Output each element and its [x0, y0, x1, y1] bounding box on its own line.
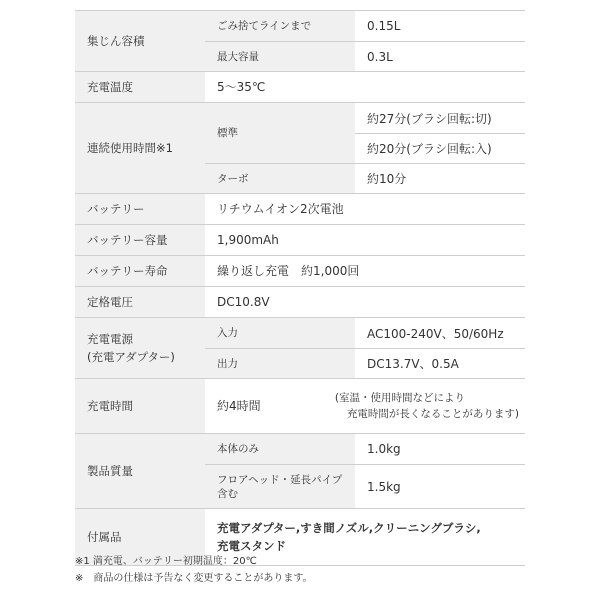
value-charging-time: 約4時間: [217, 399, 261, 413]
subrow-turbo: [205, 164, 525, 193]
value-to-line: 0.15L: [367, 19, 401, 33]
label-power-supply-line1: 充電電源: [87, 332, 133, 346]
subrow-to-line: [205, 11, 525, 42]
subrow-input: [205, 318, 525, 349]
sublabel-max-capacity: 最大容量: [205, 42, 355, 71]
value-standard-off: 約27分(ブラシ回転:切): [367, 111, 492, 126]
sublabel-with-head-line2: 含む: [217, 487, 238, 500]
value-battery-capacity: 1,900mAh: [217, 233, 279, 247]
value-input: AC100-240V、50/60Hz: [367, 326, 504, 341]
row-power-supply: [75, 318, 525, 379]
label-battery: バッテリー: [75, 194, 205, 224]
label-power-supply: [75, 318, 205, 378]
label-charging-temp: 充電温度: [75, 72, 205, 102]
row-charging-temp: [75, 72, 525, 103]
row-weight: [75, 434, 525, 509]
value-standard-on: 約20分(ブラシ回転:入): [367, 141, 492, 156]
row-battery: [75, 194, 525, 225]
charging-time-note-line2: 充電時間が長くなることがあります): [346, 408, 519, 420]
row-rated-voltage: [75, 287, 525, 318]
footnotes: [75, 553, 313, 587]
label-weight: 製品質量: [75, 434, 205, 508]
value-charging-temp: 5〜35℃: [217, 80, 266, 94]
sublabel-turbo: ターボ: [205, 164, 355, 193]
value-accessories-line1: 充電アダプター,すき間ノズル,クリーニングブラシ,: [217, 521, 481, 535]
label-power-supply-line2: (充電アダプター): [87, 350, 175, 364]
value-battery-life: 繰り返し充電 約1,000回: [217, 264, 360, 278]
charging-time-note-line1: (室温・使用時間などにより: [334, 392, 465, 404]
value-output: DC13.7V、0.5A: [367, 357, 459, 371]
subrow-with-head: [205, 465, 525, 508]
label-continuous-use: 連続使用時間※1: [75, 103, 205, 193]
label-battery-capacity: バッテリー容量: [75, 225, 205, 255]
value-accessories-line2: 充電スタンド: [217, 539, 286, 553]
value-max-capacity: 0.3L: [367, 49, 393, 64]
value-turbo: 約10分: [367, 172, 407, 186]
footnote-2: ※ 商品の仕様は予告なく変更することがあります。: [75, 573, 313, 584]
sublabel-body-only: 本体のみ: [205, 434, 355, 464]
label-charging-time: 充電時間: [75, 379, 205, 433]
sublabel-standard: 標準: [205, 103, 355, 163]
value-body-only: 1.0kg: [367, 442, 401, 456]
row-continuous-use: [75, 103, 525, 194]
sublabel-with-head: [205, 465, 355, 508]
spec-table: [75, 10, 525, 566]
label-rated-voltage: 定格電圧: [75, 287, 205, 317]
row-charging-time: [75, 379, 525, 434]
label-accessories: 付属品: [75, 509, 205, 565]
value-with-head: 1.5kg: [367, 479, 401, 494]
sublabel-input: 入力: [205, 318, 355, 348]
row-battery-capacity: [75, 225, 525, 256]
label-battery-life: バッテリー寿命: [75, 256, 205, 286]
subrow-output: [205, 349, 525, 378]
sublabel-with-head-line1: フロアヘッド・延長パイプ: [217, 473, 343, 486]
subrow-standard: [205, 103, 525, 164]
charging-time-note: [335, 379, 519, 433]
sublabel-output: 出力: [205, 349, 355, 378]
label-dust-capacity: 集じん容積: [75, 11, 205, 71]
footnote-1: ※1 満充電、バッテリー初期温度：20℃: [75, 556, 257, 567]
row-battery-life: [75, 256, 525, 287]
value-rated-voltage: DC10.8V: [217, 295, 270, 309]
row-dust-capacity: [75, 10, 525, 72]
subrow-max-capacity: [205, 42, 525, 71]
sublabel-to-line: ごみ捨てラインまで: [205, 11, 355, 41]
subrow-body-only: [205, 434, 525, 465]
value-battery: リチウムイオン2次電池: [217, 202, 344, 216]
